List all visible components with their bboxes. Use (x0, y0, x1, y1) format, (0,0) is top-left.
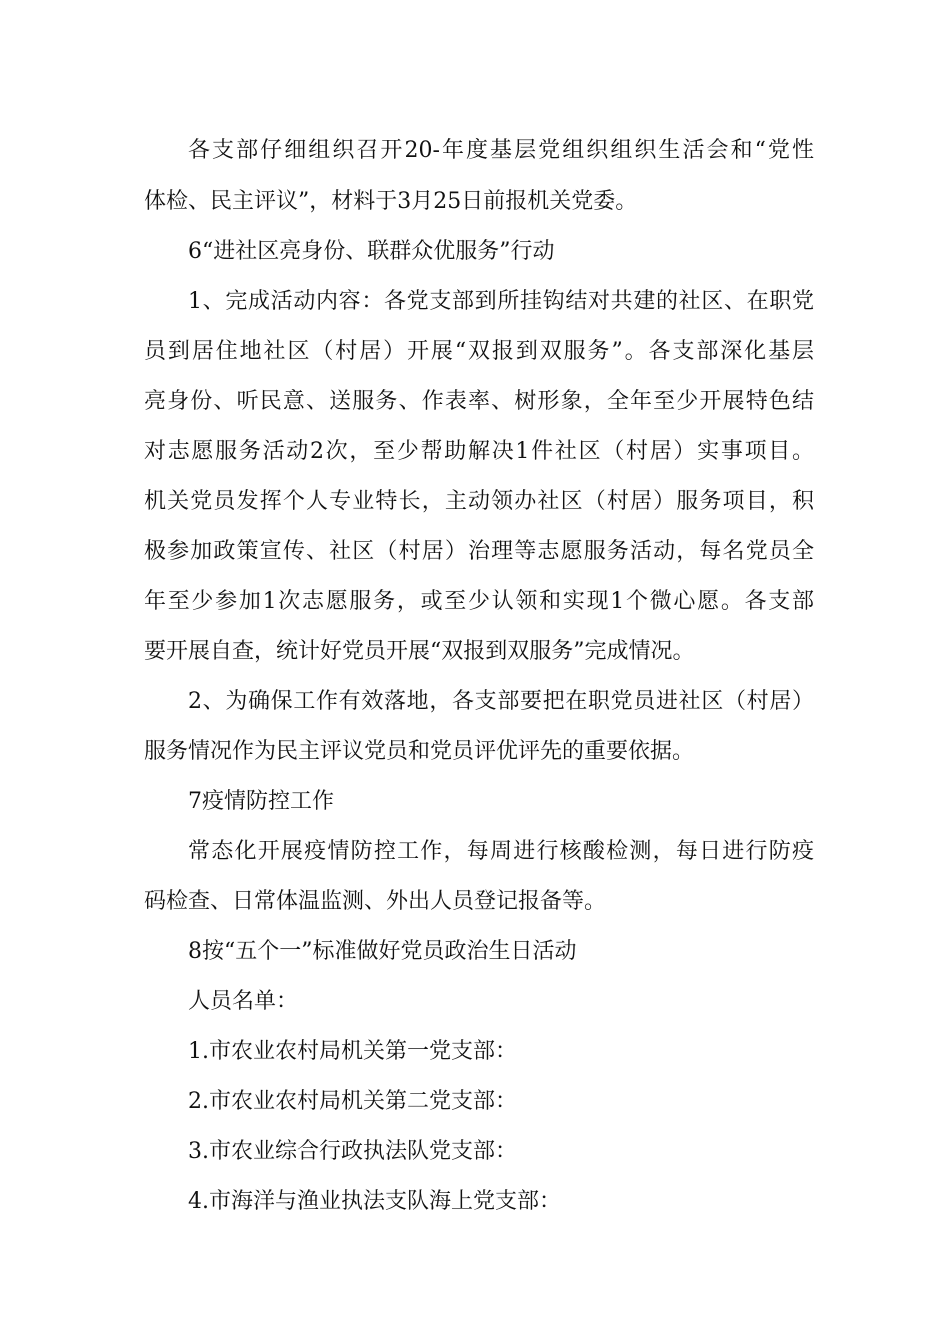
section-heading: 6“进社区亮身份、联群众优服务”行动 (188, 239, 555, 264)
list-item: 3.市农业综合行政执法队党支部： (188, 1139, 517, 1164)
list-item: 4.市海洋与渔业执法支队海上党支部： (188, 1189, 561, 1214)
list-heading: 人员名单： (188, 989, 299, 1014)
section-heading: 7疫情防控工作 (188, 789, 334, 814)
paragraph-line: 年至少参加1次志愿服务，或至少认领和实现1个微心愿。各支部 (144, 589, 814, 614)
paragraph-line: 对志愿服务活动2次，至少帮助解决1件社区（村居）实事项目。 (144, 439, 814, 464)
list-item: 2.市农业农村局机关第二党支部： (188, 1089, 517, 1114)
paragraph-line: 亮身份、听民意、送服务、作表率、树形象，全年至少开展特色结 (144, 389, 814, 414)
paragraph-line: 机关党员发挥个人专业特长，主动领办社区（村居）服务项目，积 (144, 489, 814, 514)
paragraph-line: 码检查、日常体温监测、外出人员登记报备等。 (144, 889, 607, 914)
paragraph-line: 要开展自查，统计好党员开展“双报到双服务”完成情况。 (144, 639, 695, 664)
paragraph-line: 体检、民主评议”，材料于3月25日前报机关党委。 (144, 189, 638, 214)
paragraph-line: 极参加政策宣传、社区（村居）治理等志愿服务活动，每名党员全 (144, 539, 814, 564)
paragraph-line: 常态化开展疫情防控工作，每周进行核酸检测，每日进行防疫 (188, 839, 814, 864)
paragraph-line: 服务情况作为民主评议党员和党员评优评先的重要依据。 (144, 739, 695, 764)
paragraph-line: 员到居住地社区（村居）开展“双报到双服务”。各支部深化基层 (144, 339, 814, 364)
paragraph-line: 2、为确保工作有效落地，各支部要把在职党员进社区（村居） (188, 689, 814, 714)
paragraph-line: 各支部仔细组织召开20-年度基层党组织组织生活会和“党性 (188, 138, 814, 163)
paragraph-line: 1、完成活动内容：各党支部到所挂钩结对共建的社区、在职党 (188, 289, 814, 314)
list-item: 1.市农业农村局机关第一党支部： (188, 1039, 517, 1064)
section-heading: 8按“五个一”标准做好党员政治生日活动 (188, 939, 577, 964)
